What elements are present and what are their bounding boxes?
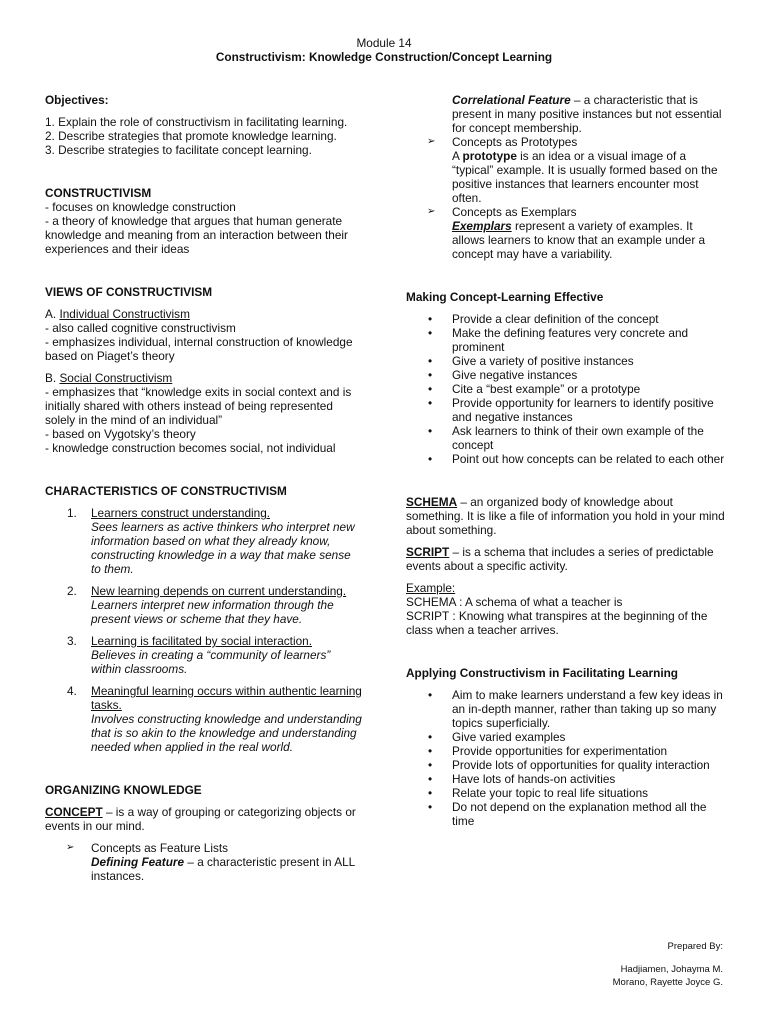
exemplars-term: Exemplars: [452, 219, 512, 233]
schema-definition: [406, 495, 726, 537]
example-line: SCRIPT : Knowing what transpires at the beginning of the class when a teacher arrives.: [406, 609, 708, 637]
view-b-prefix: B.: [45, 371, 60, 385]
list-item: • Provide lots of opportunities for quality interaction: [406, 758, 726, 772]
constructivism-line: - a theory of knowledge that argues that human generate knowledge and meaning from an interaction between their experiences and their ideas: [45, 214, 348, 256]
objective-item: 3. Describe strategies to facilitate concept learning.: [45, 143, 312, 157]
prepared-by-label: Prepared By:: [667, 941, 723, 952]
applying-list: [406, 688, 726, 828]
exemplars-definition: [452, 219, 726, 261]
list-item: • Aim to make learners understand a few key ideas in an in-depth manner, rather than taking up so many topics superficially.: [406, 688, 726, 730]
objective-item: 2. Describe strategies that promote knowledge learning.: [45, 129, 337, 143]
concept-type-title: Concepts as Prototypes: [452, 135, 578, 149]
characteristic-title: Learning is facilitated by social interaction.: [91, 634, 312, 648]
schema-def: – an organized body of knowledge about something. It is like a file of information you hold in your mind about something.: [406, 495, 725, 537]
schema-term: SCHEMA: [406, 495, 458, 509]
concept-types-list-left: [45, 841, 363, 883]
effective-heading: Making Concept-Learning Effective: [406, 290, 604, 304]
correlational-def: – a characteristic that is present in many positive instances but not essential for concept membership.: [452, 93, 722, 135]
list-item: • Make the defining features very concrete and prominent: [406, 326, 726, 354]
concept-term: CONCEPT: [45, 805, 103, 819]
list-item: • Cite a “best example” or a prototype: [406, 382, 726, 396]
author-name: Hadjiamen, Johayma M.: [620, 964, 723, 975]
prototype-term: prototype: [462, 149, 517, 163]
concept-type-item: [406, 135, 726, 205]
list-item: • Give varied examples: [406, 730, 726, 744]
characteristic-title: Learners construct understanding.: [91, 506, 271, 520]
concept-type-title: Concepts as Feature Lists: [91, 841, 229, 855]
characteristic-desc: Believes in creating a “community of learners” within classrooms.: [91, 648, 331, 676]
view-b-name: Social Constructivism: [59, 371, 173, 385]
characteristic-number: 1.: [67, 506, 77, 520]
left-column: [45, 93, 363, 883]
list-item: • Give a variety of positive instances: [406, 354, 726, 368]
arrow-bullet-icon: ➢: [427, 136, 436, 147]
applying-heading: Applying Constructivism in Facilitating Learning: [406, 666, 679, 680]
list-item: • Give negative instances: [406, 368, 726, 382]
list-item: • Do not depend on the explanation method all the time: [406, 800, 726, 828]
view-a-prefix: A.: [45, 307, 60, 321]
prepared-by-block: [613, 940, 723, 989]
exemplars-def: represent a variety of examples. It allows learners to know that an example under a concept may have a variability.: [452, 219, 706, 261]
characteristic-desc: Learners interpret new information through the present views or scheme that they have.: [91, 598, 334, 626]
arrow-bullet-icon: ➢: [427, 206, 436, 217]
views-heading: VIEWS OF CONSTRUCTIVISM: [45, 285, 213, 299]
characteristic-number: 4.: [67, 684, 77, 698]
list-item: • Point out how concepts can be related to each other: [406, 452, 726, 466]
view-b-line: - emphasizes that “knowledge exits in social context and is initially shared with others instead of being represented solely in the mind of an individual”: [45, 385, 352, 427]
view-a-title: [45, 307, 363, 321]
view-b-title: [45, 371, 363, 385]
characteristic-item: [45, 584, 363, 626]
module-number: Module 14: [356, 36, 412, 50]
list-item: • Have lots of hands-on activities: [406, 772, 726, 786]
list-item: • Provide opportunity for learners to identify positive and negative instances: [406, 396, 726, 424]
characteristic-title: Meaningful learning occurs within authentic learning tasks.: [91, 684, 362, 712]
view-a-line: - emphasizes individual, internal construction of knowledge based on Piaget’s theory: [45, 335, 353, 363]
constructivism-heading: CONSTRUCTIVISM: [45, 186, 152, 200]
characteristic-item: [45, 684, 363, 754]
objective-item: 1. Explain the role of constructivism in facilitating learning.: [45, 115, 348, 129]
list-item: • Relate your topic to real life situations: [406, 786, 726, 800]
right-column: [406, 93, 726, 828]
characteristic-item: [45, 634, 363, 676]
characteristic-number: 3.: [67, 634, 77, 648]
page-header: [0, 36, 768, 64]
defining-def: – a characteristic present in ALL instances.: [91, 855, 355, 883]
characteristic-title: New learning depends on current understanding.: [91, 584, 347, 598]
objectives-heading: Objectives:: [45, 93, 109, 107]
correlational-term: Correlational Feature: [452, 93, 571, 107]
prototype-definition: [452, 149, 726, 205]
prototype-pre: A: [452, 149, 463, 163]
characteristic-item: [45, 506, 363, 576]
arrow-bullet-icon: ➢: [66, 842, 75, 853]
concept-type-continued: [406, 93, 726, 135]
script-definition: [406, 545, 726, 573]
author-name: Morano, Rayette Joyce G.: [612, 977, 723, 988]
effective-list: [406, 312, 726, 466]
concept-type-item: [406, 205, 726, 261]
list-item: • Provide opportunities for experimentation: [406, 744, 726, 758]
list-item: • Ask learners to think of their own example of the concept: [406, 424, 726, 452]
view-a-name: Individual Constructivism: [59, 307, 190, 321]
page-title: Constructivism: Knowledge Construction/Concept Learning: [215, 50, 553, 64]
list-item: • Provide a clear definition of the concept: [406, 312, 726, 326]
example-label: Example:: [406, 581, 456, 595]
prototype-def: is an idea or a visual image of a “typical” example. It is usually formed based on the positive instances that learners encounter most often.: [452, 149, 718, 205]
characteristic-number: 2.: [67, 584, 77, 598]
view-a-line: - also called cognitive constructivism: [45, 321, 236, 335]
characteristics-list: [45, 506, 363, 754]
concept-type-item: [45, 841, 363, 883]
script-def: – is a schema that includes a series of predictable events about a specific activity.: [406, 545, 714, 573]
characteristic-desc: Involves constructing knowledge and understanding that is so akin to the knowledge and understanding needed when applied in the real world.: [91, 712, 362, 754]
concept-def: – is a way of grouping or categorizing objects or events in our mind.: [45, 805, 356, 833]
organizing-heading: ORGANIZING KNOWLEDGE: [45, 783, 202, 797]
example-line: SCHEMA : A schema of what a teacher is: [406, 595, 623, 609]
defining-term: Defining Feature: [91, 855, 185, 869]
correlational-feature: [452, 93, 726, 135]
script-term: SCRIPT: [406, 545, 450, 559]
concept-definition: [45, 805, 363, 833]
view-b-line: - based on Vygotsky’s theory: [45, 427, 196, 441]
characteristics-heading: CHARACTERISTICS OF CONSTRUCTIVISM: [45, 484, 287, 498]
defining-feature: [91, 855, 363, 883]
concept-types-list-right: [406, 93, 726, 261]
concept-type-title: Concepts as Exemplars: [452, 205, 577, 219]
view-b-line: - knowledge construction becomes social, not individual: [45, 441, 336, 455]
characteristic-desc: Sees learners as active thinkers who interpret new information based on what they already know, constructing knowledge in a way that make sense to them.: [91, 520, 355, 576]
constructivism-line: - focuses on knowledge construction: [45, 200, 236, 214]
